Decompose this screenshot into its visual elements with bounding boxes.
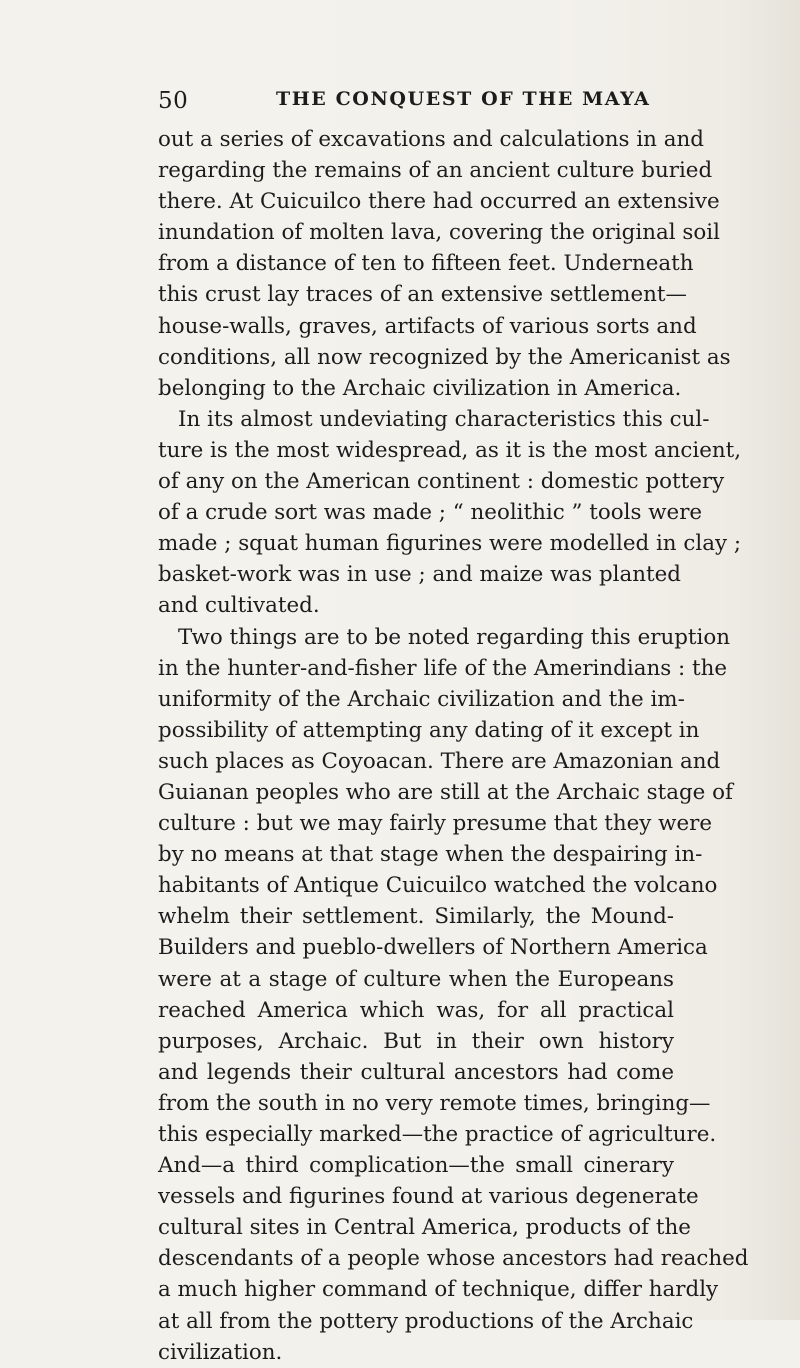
paragraph-start-line: In its almost undeviating characteristics this cul- [178,406,710,432]
text-line: this crust lay traces of an extensive settlement— [158,282,687,308]
text-line: Builders and pueblo-dwellers of Northern America [158,935,708,961]
text-line: out a series of excavations and calculations in and [158,127,704,152]
text-line: ture is the most widespread, as it is the most ancient, [158,437,742,463]
text-line: from a distance of ten to fifteen feet. Underneath [158,251,694,277]
page-number: 50 [158,88,189,114]
text-line: culture : but we may fairly presume that they were [158,811,713,837]
text-line: were at a stage of culture when the Europeans [158,966,674,992]
text-line: cultural sites in Central America, products of the [158,1215,691,1241]
text-line: of any on the American continent : domestic pottery [158,469,725,495]
running-head [158,88,668,118]
text-line: reached America which was, for all practical [158,997,674,1023]
text-line: regarding the remains of an ancient culture buried [158,158,713,184]
running-title: THE CONQUEST OF THE MAYA [276,88,651,110]
text-line: made ; squat human figurines were modelled in clay ; [158,531,742,557]
text-line: possibility of attempting any dating of it except in [158,717,700,743]
text-line: civilization. [158,1339,283,1365]
text-line: this especially marked—the practice of agriculture. [158,1122,717,1147]
text-line: by no means at that stage when the despairing in- [158,842,703,868]
text-line: And—a third complication—the small cinerary [158,1153,674,1179]
text-line: conditions, all now recognized by the Americanist as [158,344,731,370]
text-line: house-walls, graves, artifacts of various sorts and [158,313,697,339]
text-line: in the hunter-and-fisher life of the Amerindians : the [158,655,728,681]
text-line: uniformity of the Archaic civilization and the im- [158,686,685,712]
text-line: belonging to the Archaic civilization in America. [158,375,682,401]
text-line: and legends their cultural ancestors had come [158,1059,674,1085]
text-line: Guianan peoples who are still at the Archaic stage of [158,779,733,805]
paragraph-start-line: Two things are to be noted regarding this eruption [178,624,731,650]
text-line: habitants of Antique Cuicuilco watched the volcano [158,873,718,899]
text-line: inundation of molten lava, covering the original soil [158,220,720,246]
text-line: there. At Cuicuilco there had occurred an extensive [158,189,720,215]
text-line: such places as Coyoacan. There are Amazonian and [158,748,721,774]
text-line: of a crude sort was made ; “ neolithic ” tools were [158,500,703,526]
text-line: purposes, Archaic. But in their own history [158,1028,674,1054]
text-line: basket-work was in use ; and maize was planted [158,562,681,588]
text-line: at all from the pottery productions of the Archaic [158,1308,694,1334]
text-line: a much higher command of technique, differ hardly [158,1277,719,1303]
text-line: and cultivated. [158,593,320,619]
text-line: descendants of a people whose ancestors had reached [158,1246,749,1272]
text-line: vessels and figurines found at various degenerate [158,1184,699,1210]
text-line: from the south in no very remote times, bringing— [158,1090,711,1116]
text-line: whelm their settlement. Similarly, the Mound- [158,904,674,930]
body-text [158,124,749,1368]
